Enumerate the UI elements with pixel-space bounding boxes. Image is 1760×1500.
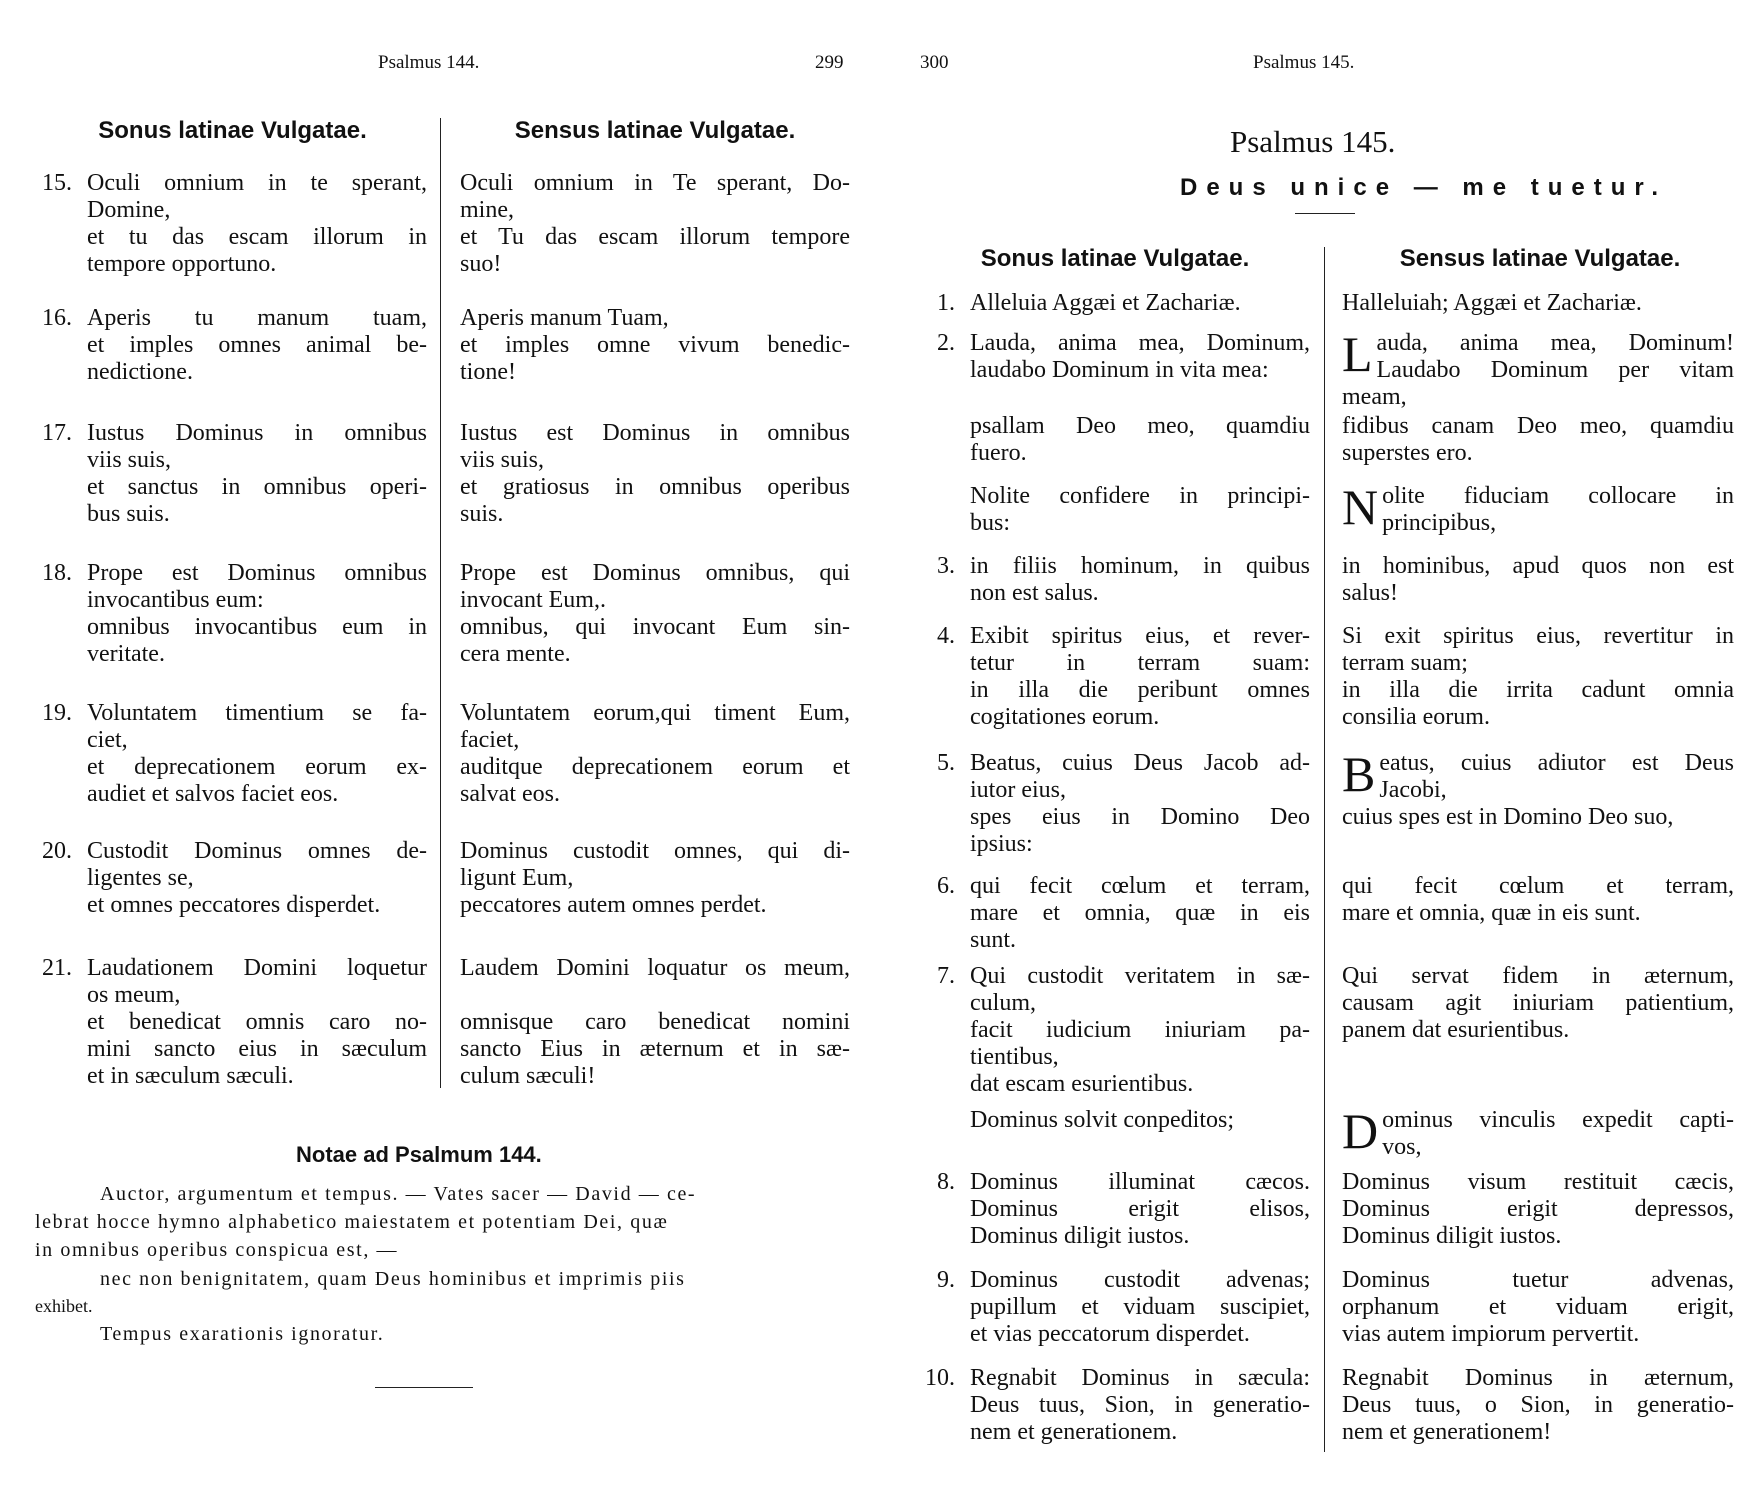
text-line: Dominus custodit advenas; [970, 1267, 1310, 1293]
drop-capital: N [1342, 479, 1379, 535]
verse-sensus [1342, 963, 1734, 1044]
text-line: nedictione. [87, 359, 193, 385]
text-line: bus: [970, 510, 1011, 536]
text-line: qui fecit cœlum et terram, [970, 873, 1310, 899]
text-line: in filiis hominum, in quibus [970, 553, 1310, 579]
verse-sonus [970, 330, 1310, 384]
text-line: psallam Deo meo, quamdiu [970, 413, 1310, 439]
text-line: et imples omne vivum benedic- [460, 332, 850, 358]
note-line: nec non benignitatem, quam Deus hominibus et imprimis piis [100, 1268, 686, 1290]
verse-sonus [970, 873, 1310, 954]
drop-capital: D [1342, 1103, 1379, 1159]
text-line: qui fecit cœlum et terram, [1342, 873, 1734, 899]
verse-sensus [1342, 326, 1734, 411]
verse-sensus [1342, 413, 1734, 467]
text-line: Iustus Dominus in omnibus [87, 420, 427, 446]
column-divider [440, 118, 441, 1088]
text-line: audiet et salvos faciet eos. [87, 781, 339, 807]
verse-sonus [970, 1169, 1310, 1250]
text-line: Aperis tu manum tuam, [87, 305, 427, 331]
note-line: exhibet. [35, 1296, 93, 1316]
text-line: os meum, [87, 982, 181, 1008]
text-line: Deus tuus, o Sion, in generatio- [1342, 1392, 1734, 1418]
text-line: Laudationem Domini loquetur [87, 955, 427, 981]
verse-sensus [1342, 1267, 1734, 1348]
text-line: Prope est Dominus omnibus, qui [460, 560, 850, 586]
text-line: in illa die peribunt omnes [970, 677, 1310, 703]
text-line: Regnabit Dominus in æternum, [1342, 1365, 1734, 1391]
note-line: lebrat hocce hymno alphabetico maiestatem et potentiam Dei, quæ [35, 1211, 669, 1233]
verse-sonus [87, 170, 427, 278]
text-line: et in sæculum sæculi. [87, 1063, 294, 1089]
verse-number: 10. [925, 1365, 955, 1391]
verse-sonus [87, 700, 427, 808]
text-line: in hominibus, apud quos non est [1342, 553, 1734, 579]
verse-number: 6. [937, 873, 955, 899]
text-line: auditque deprecationem eorum et [460, 754, 850, 780]
column-heading-sensus: Sensus latinae Vulgatae. [1399, 245, 1681, 272]
text-line: nem et generationem! [1342, 1419, 1552, 1445]
text-line: spes eius in Domino Deo [970, 804, 1310, 830]
text-line: fidibus canam Deo meo, quamdiu [1342, 413, 1734, 439]
text-line: cera mente. [460, 641, 571, 667]
verse-number: 15. [42, 170, 72, 196]
text-line: Iustus est Dominus in omnibus [460, 420, 850, 446]
text-line: orphanum et viduam erigit, [1342, 1294, 1734, 1320]
text-line: et benedicat omnis caro no- [87, 1009, 427, 1035]
verse-sonus [970, 963, 1310, 1098]
text-line: Oculi omnium in te sperant, [87, 170, 427, 196]
verse-number: 21. [42, 955, 72, 981]
text-line: et Tu das escam illorum tempore [460, 224, 850, 250]
verse-number: 19. [42, 700, 72, 726]
verse-sonus [970, 553, 1310, 607]
verse-number: 5. [937, 750, 955, 776]
running-title: Psalmus 144. [378, 52, 480, 73]
text-line: et imples omnes animal be- [87, 332, 427, 358]
text-line: tetur in terram suam: [970, 650, 1310, 676]
verse-sensus [1342, 290, 1734, 317]
text-line: bus suis. [87, 501, 170, 527]
text-line: peccatores autem omnes perdet. [460, 892, 767, 918]
text-line: Dominus solvit conpeditos; [970, 1107, 1234, 1133]
column-heading-sensus: Sensus latinae Vulgatae. [514, 117, 796, 144]
text-line: fuero. [970, 440, 1027, 466]
text-line: olite fiduciam collocare in [1382, 483, 1734, 509]
note-line: in omnibus operibus conspicua est, — [35, 1239, 399, 1261]
text-line: causam agit iniuriam patientium, [1342, 990, 1734, 1016]
text-line: ciet, [87, 727, 128, 753]
notes-title: Notae ad Psalmum 144. [296, 1142, 542, 1167]
text-line: vos, [1382, 1134, 1422, 1160]
verse-sensus [460, 700, 850, 808]
text-line: salus! [1342, 580, 1398, 606]
text-line: veritate. [87, 641, 165, 667]
text-line: Halleluiah; Aggæi et Zachariæ. [1342, 290, 1642, 316]
text-line: Deus tuus, Sion, in generatio- [970, 1392, 1310, 1418]
text-line: terram suam; [1342, 650, 1468, 676]
verse-number: 20. [42, 838, 72, 864]
verse-sensus [1342, 479, 1734, 537]
verse-sensus [1342, 623, 1734, 731]
text-line: et vias peccatorum disperdet. [970, 1321, 1250, 1347]
column-divider [1324, 247, 1325, 1452]
text-line: Dominus tuetur advenas, [1342, 1267, 1734, 1293]
verse-sonus [970, 290, 1310, 317]
text-line: mare et omnia, quæ in eis [970, 900, 1310, 926]
note-line: Auctor, argumentum et tempus. — Vates sacer — David — ce- [100, 1183, 697, 1205]
text-line: suis. [460, 501, 504, 527]
verse-sensus [1342, 1169, 1734, 1250]
verse-sonus [970, 623, 1310, 731]
verse-sensus [1342, 1103, 1734, 1161]
text-line: suo! [460, 251, 502, 277]
text-line: Laudabo Dominum per vitam [1376, 357, 1734, 383]
text-line: viis suis, [460, 447, 545, 473]
verse-number: 9. [937, 1267, 955, 1293]
text-line: ligunt Eum, [460, 865, 574, 891]
text-line: Voluntatem eorum,qui timent Eum, [460, 700, 850, 726]
text-line: et deprecationem eorum ex- [87, 754, 427, 780]
text-line: mare et omnia, quæ in eis sunt. [1342, 900, 1641, 926]
text-line: auda, anima mea, Dominum! [1376, 330, 1734, 356]
verse-sonus [970, 750, 1310, 858]
drop-capital: B [1342, 746, 1376, 802]
note-line: Tempus exarationis ignoratur. [100, 1323, 385, 1345]
text-line: tempore opportuno. [87, 251, 277, 277]
text-line: Aperis manum Tuam, [460, 305, 669, 331]
end-rule [375, 1387, 473, 1388]
text-line: ipsius: [970, 831, 1033, 857]
text-line: nem et generationem. [970, 1419, 1178, 1445]
text-line: omnibus invocantibus eum in [87, 614, 427, 640]
text-line: panem dat esurientibus. [1342, 1017, 1570, 1043]
text-line: Domine, [87, 197, 171, 223]
page-number: 299 [815, 52, 844, 73]
text-line [460, 982, 850, 1009]
text-line: Nolite confidere in principi- [970, 483, 1310, 509]
verse-sensus [460, 838, 850, 919]
verse-sonus [87, 955, 427, 1090]
verse-number: 8. [937, 1169, 955, 1195]
verse-number: 1. [937, 290, 955, 316]
text-line: Exibit spiritus eius, et rever- [970, 623, 1310, 649]
text-line: invocantibus eum: [87, 587, 264, 613]
text-line: et sanctus in omnibus operi- [87, 474, 427, 500]
psalm-title: Psalmus 145. [1230, 124, 1396, 159]
verse-number: 2. [937, 330, 955, 356]
text-line: tientibus, [970, 1044, 1059, 1070]
text-line: eatus, cuius adiutor est Deus [1379, 750, 1734, 776]
text-line: Oculi omnium in Te sperant, Do- [460, 170, 850, 196]
page-number: 300 [920, 52, 949, 73]
verse-sensus [1342, 746, 1734, 831]
text-line: consilia eorum. [1342, 704, 1490, 730]
verse-sonus [970, 1267, 1310, 1348]
verse-number: 16. [42, 305, 72, 331]
text-line: mini sancto eius in sæculum [87, 1036, 427, 1062]
verse-sensus [1342, 553, 1734, 607]
text-line: salvat eos. [460, 781, 560, 807]
text-line: Dominus illuminat cæcos. [970, 1169, 1310, 1195]
column-heading-sonus: Sonus latinae Vulgatae. [980, 245, 1250, 272]
title-rule [1295, 213, 1355, 214]
verse-number: 4. [937, 623, 955, 649]
verse-sensus [1342, 873, 1734, 927]
text-line: cuius spes est in Domino Deo suo, [1342, 804, 1674, 830]
text-line: culum, [970, 990, 1036, 1016]
text-line: et omnes peccatores disperdet. [87, 892, 381, 918]
verse-number: 7. [937, 963, 955, 989]
text-line: Alleluia Aggæi et Zachariæ. [970, 290, 1241, 316]
text-line: Dominus visum restituit cæcis, [1342, 1169, 1734, 1195]
verse-sonus [87, 838, 427, 919]
verse-sensus [460, 955, 850, 1090]
text-line: omnisque caro benedicat nomini [460, 1009, 850, 1035]
text-line: sancto Eius in æternum et in sæ- [460, 1036, 850, 1062]
text-line: faciet, [460, 727, 520, 753]
text-line: viis suis, [87, 447, 172, 473]
text-line: Laudem Domini loquatur os meum, [460, 955, 850, 981]
text-line: laudabo Dominum in vita mea: [970, 357, 1269, 383]
text-line: Si exit spiritus eius, revertitur in [1342, 623, 1734, 649]
text-line: non est salus. [970, 580, 1099, 606]
verse-sonus [87, 420, 427, 528]
text-line: Regnabit Dominus in sæcula: [970, 1365, 1310, 1391]
verse-sensus [1342, 1365, 1734, 1446]
text-line: ligentes se, [87, 865, 194, 891]
text-line: mine, [460, 197, 514, 223]
text-line: Qui servat fidem in æternum, [1342, 963, 1734, 989]
text-line: Custodit Dominus omnes de- [87, 838, 427, 864]
text-line: omnibus, qui invocant Eum sin- [460, 614, 850, 640]
text-line: superstes ero. [1342, 440, 1473, 466]
text-line: culum sæculi! [460, 1063, 596, 1089]
text-line: Qui custodit veritatem in sæ- [970, 963, 1310, 989]
text-line: principibus, [1382, 510, 1497, 536]
text-line: invocant Eum,. [460, 587, 606, 613]
text-line: Jacobi, [1379, 777, 1447, 803]
text-line: tione! [460, 359, 516, 385]
text-line: Dominus custodit omnes, qui di- [460, 838, 850, 864]
text-line: Prope est Dominus omnibus [87, 560, 427, 586]
verse-number: 18. [42, 560, 72, 586]
text-line: Dominus diligit iustos. [970, 1223, 1190, 1249]
column-heading-sonus: Sonus latinae Vulgatae. [98, 117, 367, 144]
verse-sonus [87, 560, 427, 668]
text-line: vias autem impiorum pervertit. [1342, 1321, 1640, 1347]
text-line: facit iudicium iniuriam pa- [970, 1017, 1310, 1043]
running-title: Psalmus 145. [1253, 52, 1355, 73]
verse-sonus [970, 1365, 1310, 1446]
verse-sensus [460, 305, 850, 386]
text-line: pupillum et viduam suscipiet, [970, 1294, 1310, 1320]
text-line: dat escam esurientibus. [970, 1071, 1194, 1097]
verse-sensus [460, 170, 850, 278]
text-line: in illa die irrita cadunt omnia [1342, 677, 1734, 703]
text-line: Dominus erigit depressos, [1342, 1196, 1734, 1222]
text-line: Dominus diligit iustos. [1342, 1223, 1562, 1249]
text-line: et gratiosus in omnibus operibus [460, 474, 850, 500]
text-line: meam, [1342, 384, 1407, 410]
verse-sensus [460, 420, 850, 528]
text-line: cogitationes eorum. [970, 704, 1160, 730]
text-line: Dominus erigit elisos, [970, 1196, 1310, 1222]
psalm-subtitle: Deus unice — me tuetur. [1180, 174, 1668, 201]
text-line: sunt. [970, 927, 1017, 953]
verse-sonus [970, 1107, 1310, 1134]
verse-number: 3. [937, 553, 955, 579]
verse-sensus [460, 560, 850, 668]
verse-sonus [970, 483, 1310, 537]
text-line: Voluntatem timentium se fa- [87, 700, 427, 726]
text-line: Lauda, anima mea, Dominum, [970, 330, 1310, 356]
text-line: iutor eius, [970, 777, 1066, 803]
text-line: et tu das escam illorum in [87, 224, 427, 250]
text-line: Beatus, cuius Deus Jacob ad- [970, 750, 1310, 776]
verse-sonus [87, 305, 427, 386]
verse-sonus [970, 413, 1310, 467]
verse-number: 17. [42, 420, 72, 446]
drop-capital: L [1342, 326, 1373, 382]
text-line: ominus vinculis expedit capti- [1382, 1107, 1734, 1133]
